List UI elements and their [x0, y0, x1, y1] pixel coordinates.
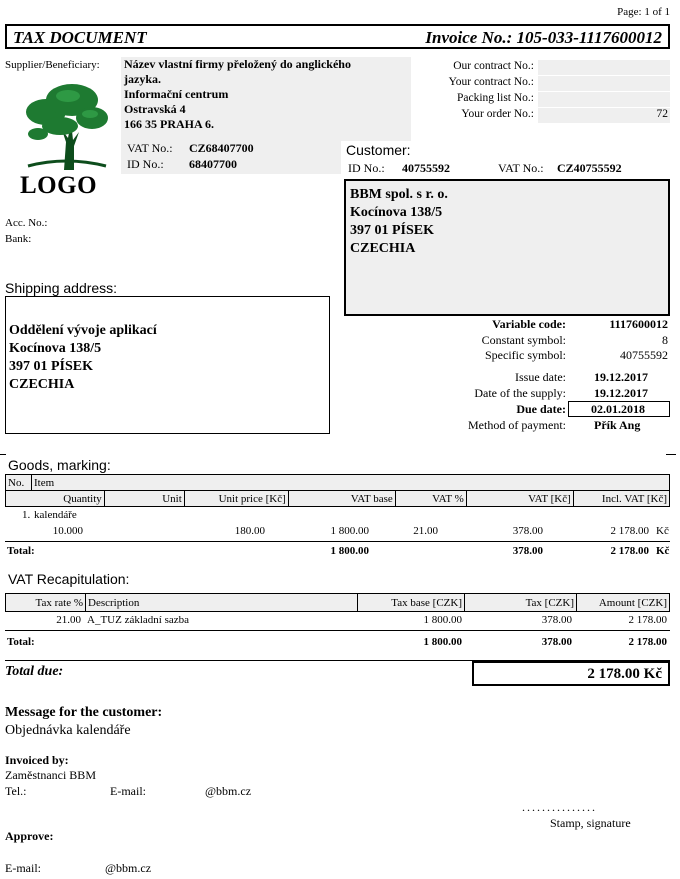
supplier-line: Ostravská 4 [124, 102, 186, 116]
customer-line: 397 01 PÍSEK [350, 223, 435, 238]
signature-line: ............... [522, 800, 597, 814]
goods-row-no: 1. [22, 509, 31, 521]
approve-label: Approve: [5, 829, 54, 843]
goods-total-row [5, 545, 670, 561]
goods-total-currency: Kč [656, 545, 670, 557]
goods-total-label: Total: [7, 545, 35, 557]
customer-address [344, 179, 670, 316]
goods-table-header [5, 474, 670, 507]
email-label: E-mail: [110, 784, 146, 798]
vat-recap-base: 1 800.00 [423, 614, 462, 626]
your-order-label: Your order No.: [461, 108, 534, 120]
col-tax-rate: Tax rate % [6, 594, 86, 612]
vat-total-tax: 378.00 [541, 636, 572, 648]
shipping-address [5, 296, 330, 434]
vat-recap-tax: 378.00 [541, 614, 572, 626]
customer-id-label: ID No.: [348, 161, 385, 175]
vat-total-row [5, 636, 670, 652]
customer-id-value: 40755592 [402, 161, 450, 175]
col-quantity: Quantity [6, 491, 105, 507]
logo-tree-icon [24, 82, 109, 170]
supplier-id-row [121, 157, 341, 173]
customer-line: BBM spol. s r. o. [350, 187, 448, 202]
supplier-id-value: 68407700 [189, 157, 237, 171]
goods-total-incl-vat: 2 178.00 [610, 545, 649, 557]
col-amount: Amount [CZK] [577, 594, 670, 612]
customer-vat-label: VAT No.: [498, 161, 544, 175]
message-text: Objednávka kalendáře [5, 723, 131, 738]
goods-row-currency: Kč [656, 525, 669, 537]
title-bar [5, 24, 670, 49]
supplier-line: Informační centrum [124, 87, 229, 101]
variable-code-row [346, 317, 670, 333]
supply-date-label: Date of the supply: [474, 386, 566, 400]
your-order-value: 72 [538, 108, 670, 123]
shipping-line: 397 01 PÍSEK [9, 359, 94, 374]
col-incl-vat: Incl. VAT [Kč] [573, 491, 669, 507]
constant-symbol-label: Constant symbol: [481, 333, 566, 347]
page-number: Page: 1 of 1 [617, 6, 670, 18]
supply-date-row [346, 386, 670, 402]
goods-row-vat-pct: 21.00 [413, 525, 438, 537]
shipping-line: CZECHIA [9, 377, 75, 392]
variable-code-label: Variable code: [492, 317, 566, 331]
col-unit: Unit [104, 491, 184, 507]
issue-date-value: 19.12.2017 [594, 370, 648, 384]
customer-ids [346, 160, 670, 177]
supplier-line: jazyka. [124, 72, 161, 86]
vat-total-amount: 2 178.00 [628, 636, 667, 648]
approve-email-value: @bbm.cz [105, 861, 152, 875]
document-title: TAX DOCUMENT [13, 28, 147, 47]
issue-date-row [346, 370, 670, 386]
invoiced-by-label: Invoiced by: [5, 753, 69, 767]
col-unit-price: Unit price [Kč] [184, 491, 288, 507]
due-date-value: 02.01.2018 [568, 401, 670, 417]
constant-symbol-value: 8 [662, 333, 668, 347]
your-contract-label: Your contract No.: [448, 76, 534, 88]
specific-symbol-row [346, 348, 670, 364]
supplier-vat-label: VAT No.: [127, 141, 173, 155]
vat-recap-amount: 2 178.00 [628, 614, 667, 626]
goods-label: Goods, marking: [8, 457, 111, 473]
goods-total-divider [5, 541, 670, 542]
shipping-line: Kocínova 138/5 [9, 341, 102, 356]
customer-vat-value: CZ40755592 [557, 161, 622, 175]
vat-recap-row [5, 614, 670, 630]
your-order-row [414, 108, 670, 124]
separator-mark [0, 454, 6, 455]
col-vat-base: VAT base [288, 491, 395, 507]
supplier-line: 166 35 PRAHA 6. [124, 117, 214, 131]
packing-list-value [538, 92, 670, 107]
message-label: Message for the customer: [5, 705, 163, 720]
goods-total-vat-base: 1 800.00 [330, 545, 369, 557]
bank-label: Bank: [5, 233, 32, 245]
tel-label: Tel.: [5, 784, 27, 798]
our-contract-value [538, 60, 670, 75]
supplier-id-label: ID No.: [127, 157, 164, 171]
col-tax: Tax [CZK] [465, 594, 577, 612]
goods-row-incl-vat: 2 178.00 [610, 525, 649, 537]
invoice-number: Invoice No.: 105-033-1117600012 [425, 28, 662, 47]
supplier-address [121, 57, 411, 141]
vat-recap-desc: A_TUZ základní sazba [87, 614, 190, 626]
approve-email-label: E-mail: [5, 861, 41, 875]
shipping-label: Shipping address: [5, 280, 118, 296]
goods-row [5, 508, 670, 540]
issue-date-label: Issue date: [515, 370, 566, 384]
supplier-vat-row [121, 141, 341, 157]
email-value: @bbm.cz [205, 784, 252, 798]
supplier-ids [121, 140, 341, 174]
your-contract-row [414, 76, 670, 92]
stamp-signature-label: Stamp, signature [550, 816, 631, 830]
vat-total-divider [5, 630, 670, 631]
due-date-row [346, 402, 670, 418]
vat-recap-rate: 21.00 [56, 614, 81, 626]
customer-line: CZECHIA [350, 241, 416, 256]
account-number-label: Acc. No.: [5, 217, 48, 229]
goods-total-vat: 378.00 [512, 545, 543, 557]
goods-row-item: kalendáře [34, 509, 77, 521]
col-tax-base: Tax base [CZK] [358, 594, 465, 612]
vat-total-label: Total: [7, 636, 35, 648]
separator-mark [666, 454, 676, 455]
our-contract-row [414, 60, 670, 76]
our-contract-label: Our contract No.: [453, 60, 534, 72]
vat-recap-label: VAT Recapitulation: [8, 571, 130, 587]
col-vat: VAT [Kč] [466, 491, 573, 507]
packing-list-row [414, 92, 670, 108]
supply-date-value: 19.12.2017 [594, 386, 648, 400]
specific-symbol-label: Specific symbol: [485, 348, 566, 362]
payment-info [346, 316, 670, 434]
due-date-label: Due date: [516, 402, 566, 416]
supplier-label: Supplier/Beneficiary: [5, 59, 100, 71]
logo-text: LOGO [20, 172, 98, 199]
invoiced-by-name: Zaměstnanci BBM [5, 768, 96, 782]
constant-symbol-row [346, 333, 670, 349]
col-item: Item [32, 475, 670, 491]
goods-row-quantity: 10.000 [52, 525, 83, 537]
customer-line: Kocínova 138/5 [350, 205, 443, 220]
customer-label: Customer: [346, 142, 411, 158]
payment-method-row [346, 418, 670, 434]
goods-row-vat: 378.00 [512, 525, 543, 537]
payment-method-label: Method of payment: [468, 418, 566, 432]
variable-code-value: 1117600012 [609, 317, 668, 331]
supplier-vat-value: CZ68407700 [189, 141, 254, 155]
total-due-label: Total due: [5, 664, 64, 679]
supplier-line: Název vlastní firmy přeložený do anglického [124, 57, 351, 71]
col-no: No. [6, 475, 32, 491]
goods-row-vat-base: 1 800.00 [330, 525, 369, 537]
vat-recap-header [5, 593, 670, 612]
col-description: Description [86, 594, 358, 612]
your-contract-value [538, 76, 670, 91]
col-vat-pct: VAT % [395, 491, 466, 507]
goods-row-unit-price: 180.00 [234, 525, 265, 537]
specific-symbol-value: 40755592 [620, 348, 668, 362]
payment-method-value: Přík Ang [594, 418, 641, 432]
shipping-line: Oddělení vývoje aplikací [9, 323, 157, 338]
total-due-value: 2 178.00 Kč [472, 661, 670, 686]
reference-numbers [414, 60, 670, 124]
packing-list-label: Packing list No.: [457, 92, 534, 104]
vat-total-base: 1 800.00 [423, 636, 462, 648]
